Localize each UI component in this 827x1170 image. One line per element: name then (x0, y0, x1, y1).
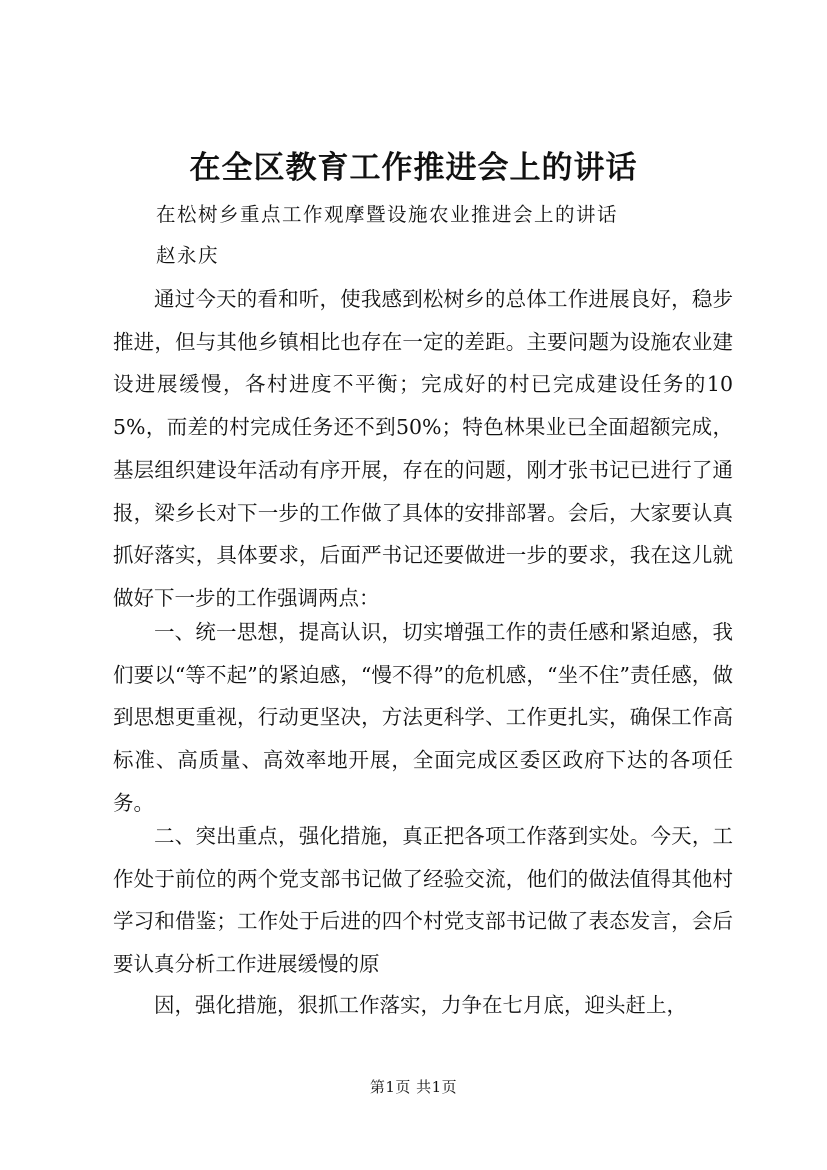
body-paragraph: 因，强化措施，狠抓工作落实，力争在七月底，迎头赶上， (154, 993, 687, 1017)
body-paragraph: 通过今天的看和听，使我感到松树乡的总体工作进展良好，稳步推进，但与其他乡镇相比也存在一定的差距。主要问题为设施农业建设进展缓慢，各村进度不平衡；完成好的村已完成建设任务的105%，而差的村完成任务还不到50%；特色林果业已全面超额完成，基层组织建设年活动有序开展，存在的问题，刚才张书记已进行了通报，梁乡长对下一步的工作做了具体的安排部署。会后，大家要认真抓好落实，具体要求，后面严书记还要做进一步的要求，我在这儿就做好下一步的工作强调两点： (113, 287, 733, 610)
document-title: 在全区教育工作推进会上的讲话 (189, 150, 638, 186)
body-paragraph: 一、统一思想，提高认识，切实增强工作的责任感和紧迫感，我们要以“等不起”的紧迫感，“慢不得”的危机感，“坐不住”责任感，做到思想更重视，行动更坚决，方法更科学、工作更扎实，确保工作高标准、高质量、高效率地开展，全面完成区委区政府下达的各项任务。 (113, 620, 733, 815)
page-footer: 第1页 共1页 (369, 1078, 458, 1096)
body-paragraph: 二、突出重点，强化措施，真正把各项工作落到实处。今天，工作处于前位的两个党支部书记做了经验交流，他们的做法值得其他村学习和借鉴；工作处于后进的四个村党支部书记做了表态发言，会后要认真分析工作进展缓慢的原 (113, 824, 733, 977)
document-subtitle: 在松树乡重点工作观摩暨设施农业推进会上的讲话 (156, 203, 619, 226)
document-author: 赵永庆 (156, 244, 220, 267)
